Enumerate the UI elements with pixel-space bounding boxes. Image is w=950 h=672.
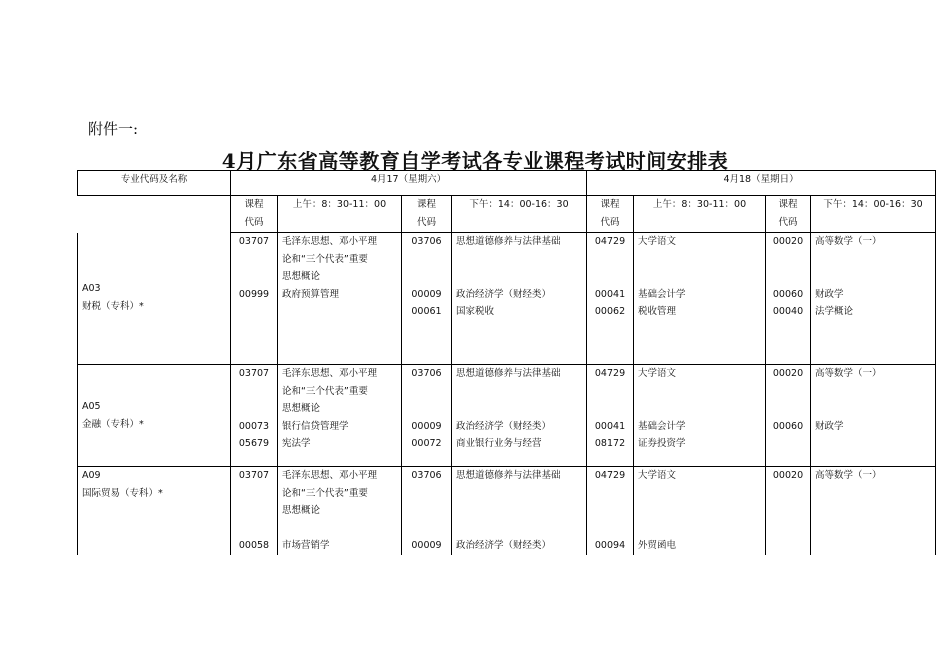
course-code: 00009 [411, 288, 442, 300]
course-name: 证券投资学 [638, 438, 686, 449]
course-code [235, 268, 273, 286]
course-name: 高等数学（一） [815, 470, 882, 481]
course-code: 03706 [411, 368, 442, 379]
course-name: 财政学 [815, 420, 844, 432]
course-code [770, 400, 806, 418]
course-name-cell [811, 467, 936, 555]
course-name [638, 383, 761, 401]
course-code-cell [402, 467, 452, 555]
course-code: 00009 [411, 540, 442, 551]
course-code: 00020 [772, 368, 804, 379]
code-header-d1am: 课程 代码 [231, 196, 278, 233]
course-code [235, 502, 273, 520]
course-name [282, 520, 397, 538]
course-code-cell [766, 233, 811, 365]
course-code [591, 400, 629, 418]
major-code: A05 [82, 400, 101, 412]
date1-header: 4月17（星期六） [231, 171, 587, 196]
major-row [78, 365, 936, 467]
course-name: 宪法学 [282, 438, 311, 449]
course-name [456, 268, 582, 286]
course-code: 00073 [238, 420, 270, 432]
course-code [235, 520, 273, 538]
exam-schedule-table [77, 170, 936, 555]
course-code: 05679 [238, 438, 270, 449]
course-code: 03707 [238, 368, 270, 379]
course-name [638, 400, 761, 418]
code-header-d2pm: 课程 代码 [766, 196, 811, 233]
course-code [406, 485, 447, 503]
course-name: 政府预算管理 [282, 288, 340, 300]
course-name: 大学语文 [638, 236, 677, 247]
morning-header-d1: 上午：8：30-11：00 [278, 196, 402, 233]
course-code: 00060 [772, 288, 804, 300]
major-name: 财税（专科）* [82, 301, 144, 313]
course-code [235, 383, 273, 401]
course-name: 国家税收 [456, 306, 495, 317]
course-name: 高等数学（一） [815, 236, 882, 247]
course-code: 00058 [238, 540, 270, 551]
course-code-cell [587, 233, 634, 365]
course-name: 思想概论 [282, 505, 321, 516]
course-code: 00009 [411, 420, 442, 432]
course-name: 思想概论 [282, 403, 321, 414]
course-name: 银行信贷管理学 [282, 420, 349, 432]
course-name: 思想道德修养与法律基础 [456, 470, 561, 481]
subheader-row [78, 196, 936, 233]
course-name: 论和“三个代表”重要 [282, 253, 368, 265]
course-name: 思想道德修养与法律基础 [456, 236, 561, 247]
course-code-cell [587, 365, 634, 467]
course-code: 04729 [594, 368, 626, 379]
major-name: 金融（专科）* [82, 418, 144, 430]
course-code: 08172 [594, 438, 626, 449]
attachment-label: 附件一: [88, 120, 139, 138]
course-code [235, 251, 273, 269]
course-name-cell [634, 233, 766, 365]
course-code: 04729 [594, 236, 626, 247]
course-code [770, 268, 806, 286]
course-code [770, 251, 806, 269]
course-code [591, 268, 629, 286]
course-name-cell [811, 365, 936, 467]
course-code: 03706 [411, 236, 442, 247]
course-code: 04729 [594, 470, 626, 481]
course-code: 00020 [772, 236, 804, 247]
course-name-cell [278, 233, 402, 365]
course-name: 基础会计学 [638, 288, 686, 300]
course-name [815, 251, 931, 269]
major-cell [78, 365, 231, 467]
course-name [638, 520, 761, 538]
course-code-cell [766, 365, 811, 467]
course-name: 政治经济学（财经类） [456, 420, 552, 432]
date2-header: 4月18（星期日） [587, 171, 936, 196]
course-name-cell [452, 233, 587, 365]
morning-header-d2: 上午：8：30-11：00 [634, 196, 766, 233]
course-code: 00062 [594, 306, 626, 317]
major-cell [78, 467, 231, 555]
course-code-cell [766, 467, 811, 555]
course-name: 思想道德修养与法律基础 [456, 368, 561, 379]
course-code: 00061 [411, 306, 442, 317]
course-name: 论和“三个代表”重要 [282, 385, 368, 397]
course-name [456, 520, 582, 538]
course-code-cell [402, 233, 452, 365]
course-name-cell [452, 365, 587, 467]
course-name [456, 400, 582, 418]
header-row [78, 171, 936, 196]
course-name: 市场营销学 [282, 540, 330, 551]
course-name: 政治经济学（财经类） [456, 540, 552, 551]
course-name-cell [634, 467, 766, 555]
course-code-cell [231, 233, 278, 365]
major-row [78, 467, 936, 555]
major-code: A09 [82, 470, 101, 481]
course-code [406, 520, 447, 538]
document-title: 4月广东省高等教育自学考试各专业课程考试时间安排表 [221, 149, 729, 173]
course-name [815, 383, 931, 401]
course-name [638, 502, 761, 520]
course-code [591, 520, 629, 538]
course-code [591, 502, 629, 520]
course-code [591, 251, 629, 269]
course-code [235, 485, 273, 503]
course-name: 外贸函电 [638, 540, 677, 551]
course-name [815, 400, 931, 418]
course-code [591, 383, 629, 401]
course-name: 基础会计学 [638, 420, 686, 432]
major-column-header: 专业代码及名称 [78, 171, 231, 196]
course-code: 00041 [594, 288, 626, 300]
course-name [815, 268, 931, 286]
major-row [78, 233, 936, 365]
course-name [456, 383, 582, 401]
course-code: 03706 [411, 470, 442, 481]
major-cell [78, 233, 231, 365]
course-code [406, 383, 447, 401]
course-code-cell [231, 365, 278, 467]
course-code [406, 251, 447, 269]
course-name: 大学语文 [638, 368, 677, 379]
course-code [406, 502, 447, 520]
course-name: 财政学 [815, 288, 844, 300]
course-name: 毛泽东思想、邓小平理 [282, 236, 378, 247]
course-code [235, 400, 273, 418]
course-code: 00094 [594, 540, 626, 551]
course-name: 商业银行业务与经营 [456, 438, 542, 449]
course-name [638, 485, 761, 503]
course-code-cell [231, 467, 278, 555]
course-name: 高等数学（一） [815, 368, 882, 379]
code-header-d1pm: 课程 代码 [402, 196, 452, 233]
course-name: 思想概论 [282, 271, 321, 282]
course-name: 大学语文 [638, 470, 677, 481]
course-code: 00072 [411, 438, 442, 449]
course-code: 03707 [238, 236, 270, 247]
course-name [456, 502, 582, 520]
course-name: 毛泽东思想、邓小平理 [282, 368, 378, 379]
course-name [638, 268, 761, 286]
course-code: 00041 [594, 420, 626, 432]
course-name [456, 251, 582, 269]
course-code-cell [587, 467, 634, 555]
code-header-d2am: 课程 代码 [587, 196, 634, 233]
course-code [406, 268, 447, 286]
afternoon-header-d2: 下午：14：00-16：30 [811, 196, 936, 233]
course-name: 毛泽东思想、邓小平理 [282, 470, 378, 481]
course-name: 论和“三个代表”重要 [282, 487, 368, 499]
course-name: 税收管理 [638, 306, 677, 317]
course-name-cell [278, 365, 402, 467]
course-code: 03707 [238, 470, 270, 481]
major-name: 国际贸易（专科）* [82, 488, 163, 499]
course-code [770, 383, 806, 401]
afternoon-header-d1: 下午：14：00-16：30 [452, 196, 587, 233]
course-name-cell [811, 233, 936, 365]
course-name-cell [278, 467, 402, 555]
course-name: 法学概论 [815, 306, 854, 317]
subheader-blank [78, 196, 231, 233]
course-code: 00999 [238, 288, 270, 300]
major-code: A03 [82, 283, 101, 295]
course-code [406, 400, 447, 418]
course-name: 政治经济学（财经类） [456, 288, 552, 300]
course-code [591, 485, 629, 503]
course-name-cell [452, 467, 587, 555]
course-code: 00060 [772, 420, 804, 432]
course-code: 00040 [772, 306, 804, 317]
course-name [638, 251, 761, 269]
course-name-cell [634, 365, 766, 467]
course-name [456, 485, 582, 503]
course-code: 00020 [772, 470, 804, 481]
course-code-cell [402, 365, 452, 467]
